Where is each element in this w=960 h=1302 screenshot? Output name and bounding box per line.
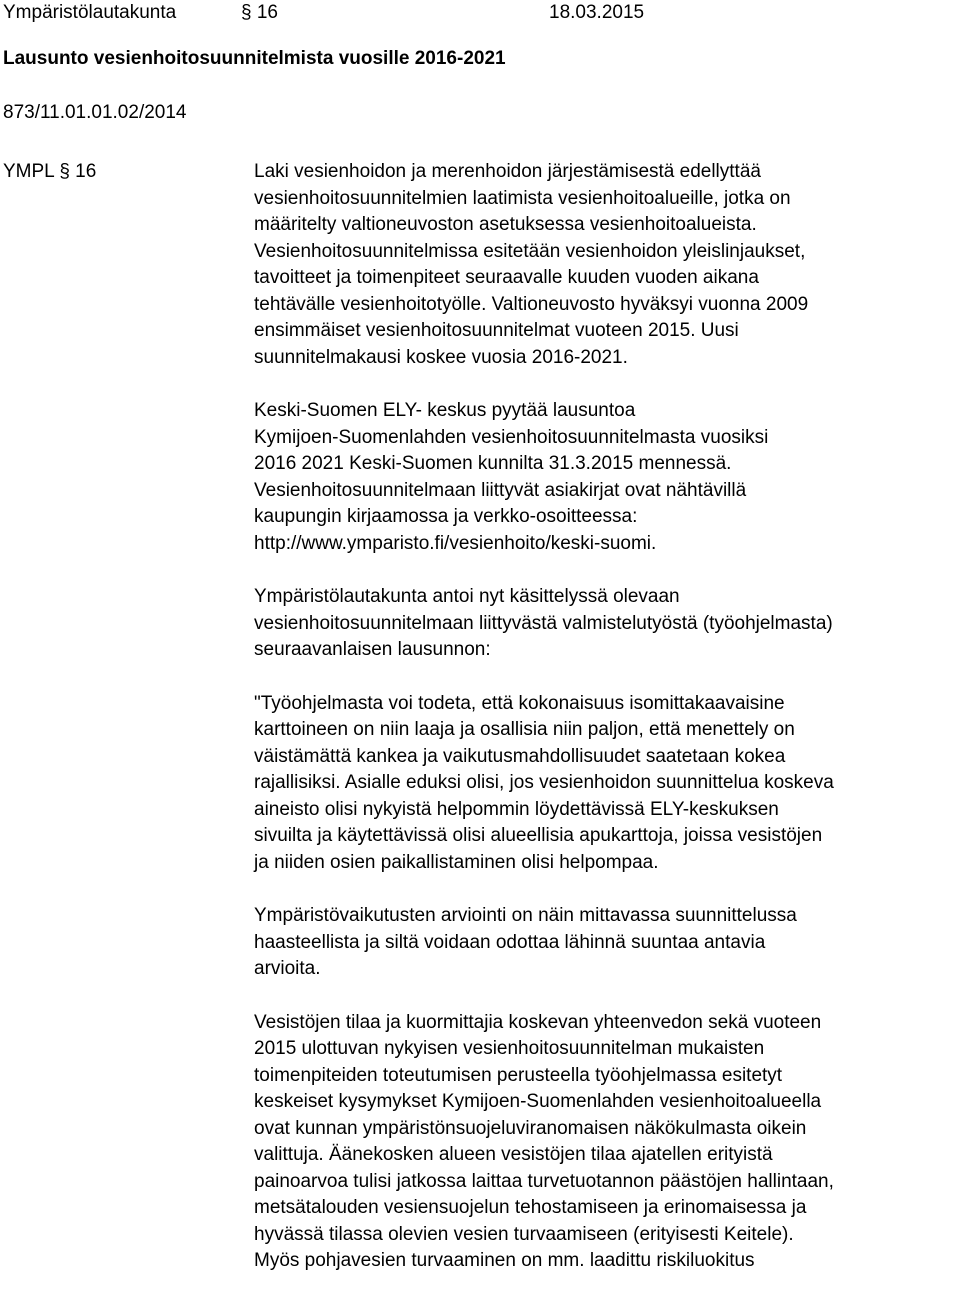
paragraph-law: Laki vesienhoidon ja merenhoidon järjestämisestä edellyttää vesienhoitosuunnitelmien laatimista vesienhoitoalueille, jotka on määritelty valtioneuvoston asetuksessa vesienhoitoalueista. Vesienhoitosuunnitelmissa esitetään vesienhoidon yleislinjaukset, tavoitteet ja toimenpiteet seuraavalle kuuden vuoden aikana tehtävälle vesienhoitotyölle. Valtioneuvosto hyväksyi vuonna 2009 ensimmäiset vesienhoitosuunnitelmat vuoteen 2015. Uusi suunnitelmakausi koskee vuosia 2016-2021.: [254, 161, 809, 368]
body-text: [254, 159, 960, 1302]
section-label: YMPL § 16: [3, 161, 97, 182]
document-header: [3, 0, 953, 26]
paragraph-water-status: Vesistöjen tilaa ja kuormittajia koskevan yhteenvedon sekä vuoteen 2015 ulottuvan nykyisen vesienhoitosuunnitelman mukaisten toimenpiteiden toteutumisen perusteella työohjelmassa esitetyt keskeiset kysymykset Kymijoen-Suomenlahden vesienhoitoalueella ovat kunnan ympäristönsuojeluviranomaisen näkökulmasta oikein valittuja. Äänekosken alueen vesistöjen tilaa ajatellen erityistä painoarvoa tulisi jatkossa laittaa turvetuotannon päästöjen hallintaan, metsätalouden vesiensuojelun tehostamiseen ja erinomaisessa ja hyvässä tilassa olevien vesien turvaamiseen (erityisesti Keitele). Myös pohjavesien turvaaminen on mm. laadittu riskiluokitus: [254, 1011, 834, 1271]
paragraph-statement-intro: Ympäristölautakunta antoi nyt käsittelyssä olevaan vesienhoitosuunnitelmaan liittyvästä valmistelutyöstä (työohjelmasta) seuraavanlaisen lausunnon:: [254, 586, 833, 660]
document-title: Lausunto vesienhoitosuunnitelmista vuosille 2016-2021: [3, 48, 506, 69]
committee-name: Ympäristölautakunta: [3, 2, 177, 23]
paragraph-quote: "Työohjelmasta voi todeta, että kokonaisuus isomittakaavaisine karttoineen on niin laaja ja osallisia niin paljon, että menettely on väistämättä kankea ja vaikutusmahdollisuudet saatetaan kokea rajallisiksi. Asialle eduksi olisi, jos vesienhoidon suunnittelua koskeva aineisto olisi nykyistä helpommin löydettävissä ELY-keskuksen sivuilta ja käytettävissä olisi alueellisia apukarttoja, joissa vesistöjen ja niiden osien paikallistaminen olisi helpompaa.: [254, 692, 834, 873]
paragraph-environmental-impact: Ympäristövaikutusten arviointi on näin mittavassa suunnittelussa haasteellista ja siltä voidaan odottaa lähinnä suuntaa antavia arvioita.: [254, 905, 797, 979]
section-number: § 16: [241, 2, 278, 23]
paragraph-request: Keski-Suomen ELY- keskus pyytää lausuntoa Kymijoen-Suomenlahden vesienhoitosuunnitelmasta vuosiksi 2016 2021 Keski-Suomen kunnilta 31.3.2015 mennessä. Vesienhoitosuunnitelmaan liittyvät asiakirjat ovat nähtävillä kaupungin kirjaamossa ja verkko-osoitteessa: http://www.ymparisto.fi/vesienhoito/keski-suomi.: [254, 400, 769, 554]
document-reference: 873/11.01.01.02/2014: [3, 102, 187, 123]
meeting-date: 18.03.2015: [549, 2, 645, 23]
